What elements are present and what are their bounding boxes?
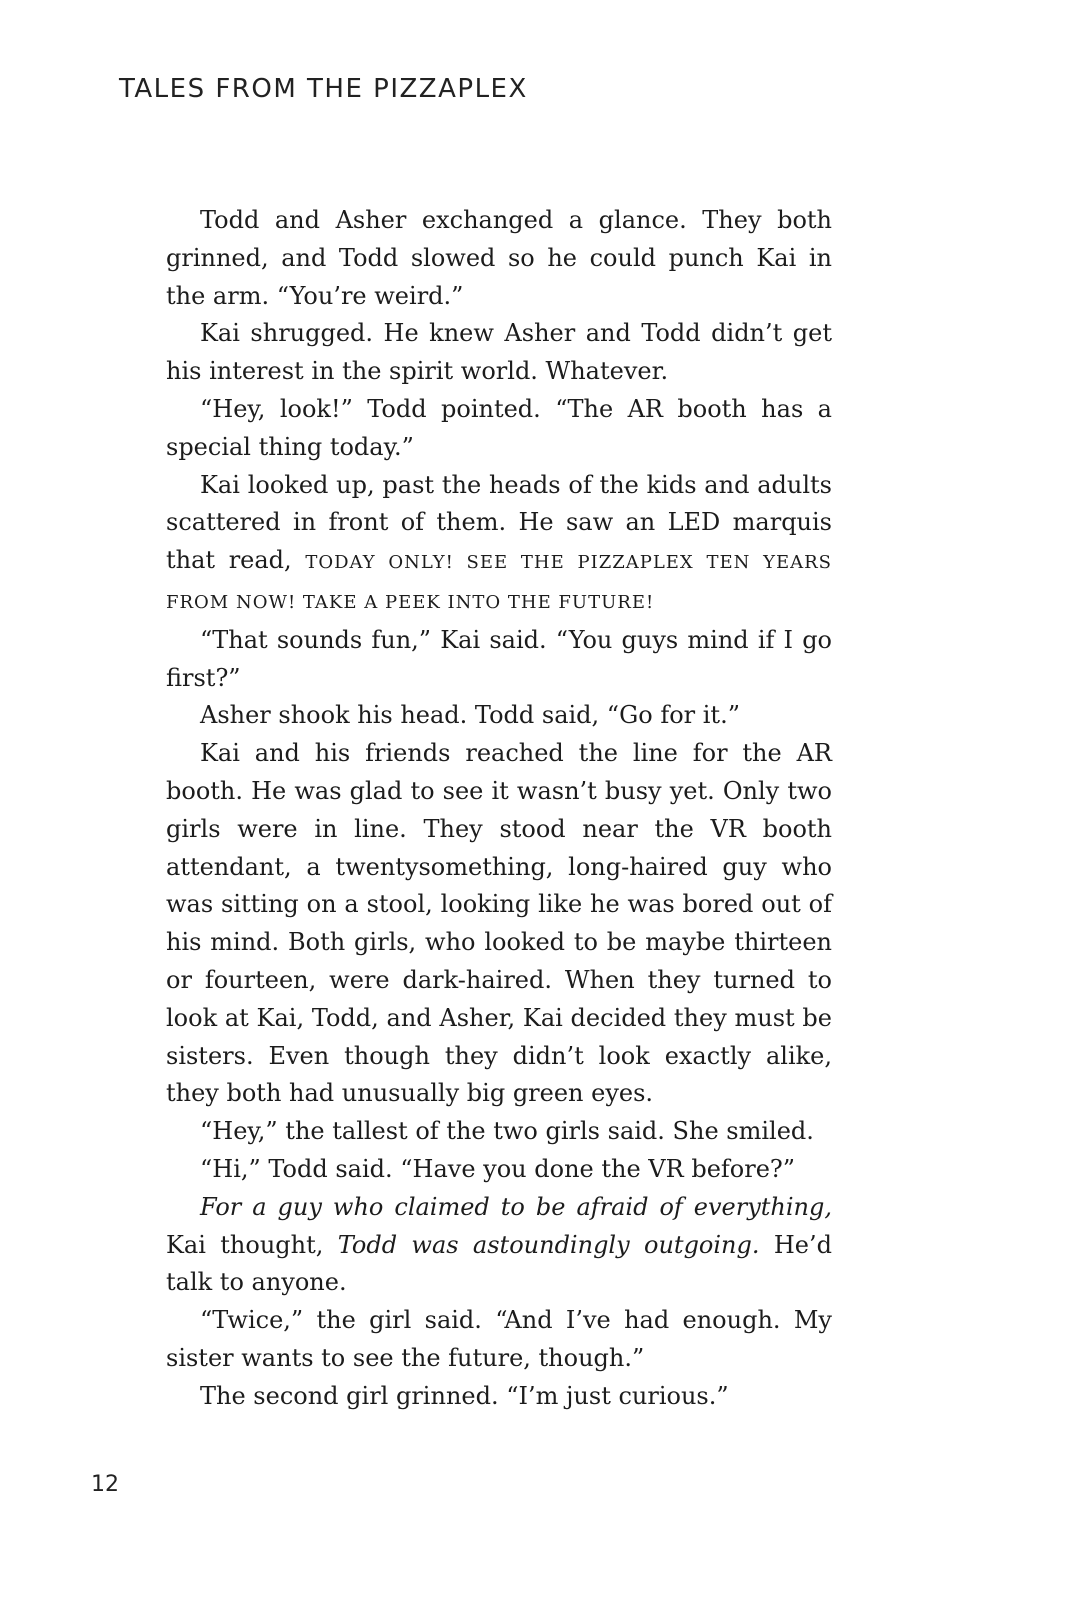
paragraph: Todd and Asher exchanged a glance. They both grinned, and Todd slowed so he could punch Kai in the arm. “You’re weird.” [166,206,832,310]
italic-thought: For a guy who claimed to be afraid of everything, [200,1192,832,1221]
paragraph: “That sounds fun,” Kai said. “You guys mind if I go first?” [166,625,832,692]
paragraph: Kai and his friends reached the line for the AR booth. He was glad to see it wasn’t busy yet. Only two girls were in line. They stood near the VR booth attendant, a twentysomething, long-haired guy who was sitting on a stool, looking like he was bored out of his mind. Both girls, who looked to be maybe thirteen or fourteen, were dark-haired. When they turned to look at Kai, Todd, and Asher, Kai decided they must be sisters. Even though they didn’t look exactly alike, they both had unusually big green eyes. [166,739,832,1108]
body-text [166,202,832,1416]
italic-thought: Todd was astoundingly outgoing. [337,1230,760,1259]
paragraph [166,467,832,622]
paragraph-text: Kai looked up, past the heads of the kids and adults scattered in front of them. He saw an LED marquis that read, [166,470,832,575]
paragraph: “Hi,” Todd said. “Have you done the VR before?” [200,1154,796,1183]
paragraph: The second girl grinned. “I’m just curious.” [200,1381,729,1410]
paragraph [166,1189,832,1302]
paragraph: “Hey,” the tallest of the two girls said. She smiled. [200,1117,814,1146]
paragraph-text: Kai thought, [166,1230,338,1259]
running-head-title: TALES FROM THE PIZZAPLEX [119,74,528,104]
paragraph: Kai shrugged. He knew Asher and Todd didn’t get his interest in the spirit world. Whatever. [166,319,832,386]
marquis-sign-text: TODAY ONLY! SEE THE PIZZAPLEX TEN YEARS FROM NOW! TAKE A PEEK INTO THE FUTURE! [166,552,832,613]
page-number: 12 [91,1472,119,1497]
paragraph: Asher shook his head. Todd said, “Go for it.” [200,701,740,730]
paragraph-text: He’d talk to anyone. [166,1230,832,1297]
paragraph: “Hey, look!” Todd pointed. “The AR booth has a special thing today.” [166,394,832,461]
paragraph: “Twice,” the girl said. “And I’ve had enough. My sister wants to see the future, though.” [166,1306,832,1372]
